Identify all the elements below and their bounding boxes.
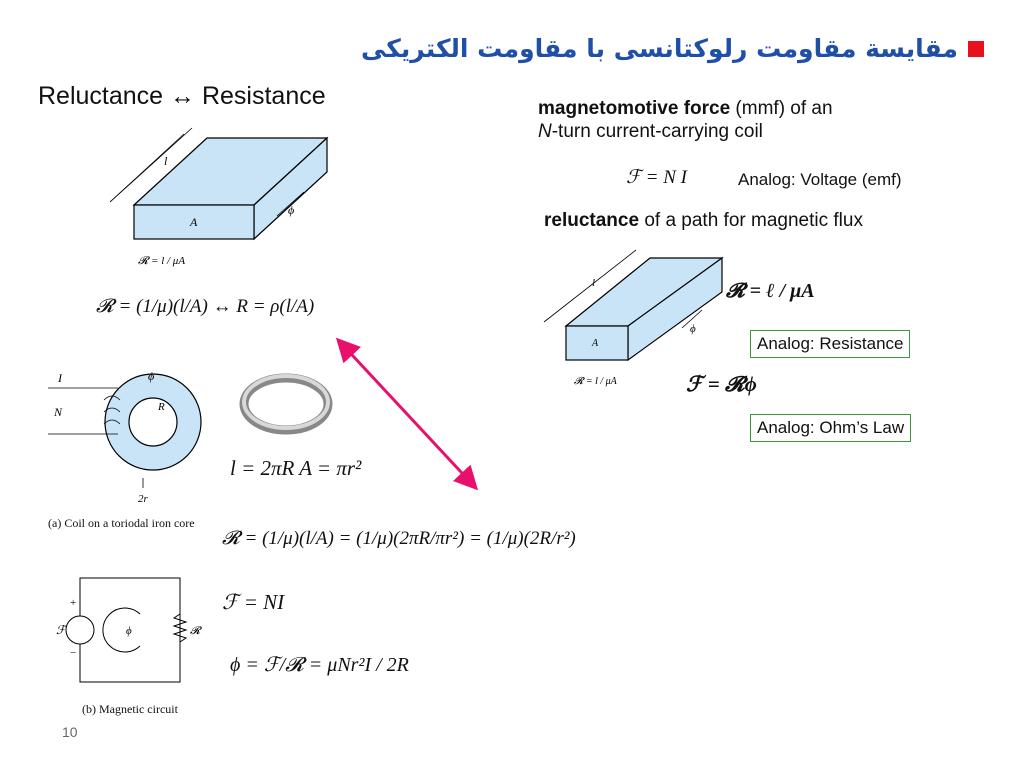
eq-l: l = 2πR A = πr² bbox=[230, 456, 362, 480]
toroid-label-n: N bbox=[54, 405, 63, 419]
right-bar-label-a: A bbox=[592, 338, 599, 349]
bar-label-l: l bbox=[164, 154, 168, 168]
right-bar-label-l: l bbox=[592, 277, 596, 289]
slide-title-text: مقایسة مقاومت رلوکتانسی با مقاومت الکتریکی bbox=[361, 34, 958, 63]
bar-label-phi: ϕ bbox=[288, 203, 295, 217]
circuit-minus: − bbox=[70, 647, 77, 659]
double-arrow-icon bbox=[330, 330, 490, 500]
bullet-square-icon bbox=[968, 41, 984, 57]
toroid-label-phi: ϕ bbox=[148, 369, 155, 383]
eq-mmf: ℱ = NI bbox=[222, 590, 285, 614]
reluctance-term: reluctance bbox=[544, 210, 640, 231]
mmf-term: magnetomotive force bbox=[538, 98, 731, 119]
toroid-label-i: I bbox=[58, 371, 62, 385]
right-bar-label-phi: ϕ bbox=[690, 323, 696, 335]
caption-b: (b) Magnetic circuit bbox=[82, 702, 178, 716]
mmf-analog: Analog: Voltage (emf) bbox=[738, 170, 902, 189]
bar-label-a: A bbox=[190, 215, 198, 229]
reluctance-definition: reluctance of a path for magnetic flux bbox=[544, 210, 863, 231]
analog-ohm-box: Analog: Ohm’s Law bbox=[750, 414, 911, 442]
bar-diagram bbox=[92, 120, 352, 280]
slide-title bbox=[361, 34, 984, 63]
circuit-label-phi: ϕ bbox=[126, 625, 132, 637]
circuit-label-f: ℱ bbox=[56, 623, 66, 637]
circuit-plus: + bbox=[70, 597, 77, 609]
circuit-label-r: 𝓡 bbox=[190, 625, 201, 637]
ring-image bbox=[238, 370, 338, 440]
ohm-equation: ℱ = 𝓡ϕ bbox=[686, 372, 757, 396]
eq-reluctance: 𝓡 = (1/μ)(l/A) = (1/μ)(2πR/πr²) = (1/μ)(2R/r²) bbox=[222, 528, 576, 549]
main-formula: 𝓡 = (1/μ)(l/A) ↔ R = ρ(l/A) bbox=[96, 296, 315, 317]
analog-resistance-box: Analog: Resistance bbox=[750, 330, 910, 358]
mmf-definition-line2: N-turn current-carrying coil bbox=[538, 121, 763, 142]
bar-formula: 𝓡 = l / μA bbox=[138, 255, 186, 267]
mmf-definition: magnetomotive force (mmf) of an bbox=[538, 98, 833, 119]
right-bar-formula: 𝓡 = l / μA bbox=[574, 376, 617, 387]
toroid-label-r: R bbox=[158, 401, 165, 413]
reluctance-equation: 𝓡 = ℓ / μA bbox=[726, 280, 815, 302]
mmf-equation: ℱ = N I bbox=[626, 167, 688, 188]
mmf-source-icon bbox=[66, 616, 94, 644]
caption-a: (a) Coil on a toriodal iron core bbox=[48, 516, 195, 530]
toroid-inner bbox=[129, 398, 177, 446]
toroid-diagram bbox=[48, 360, 218, 520]
magnetic-circuit-diagram bbox=[52, 570, 212, 700]
toroid-label-2r: 2r bbox=[138, 493, 148, 505]
section-heading: Reluctance ↔ Resistance bbox=[38, 82, 326, 110]
page-number: 10 bbox=[62, 724, 78, 740]
eq-phi: ϕ = ℱ/𝓡 = μNr²I / 2R bbox=[230, 654, 409, 676]
